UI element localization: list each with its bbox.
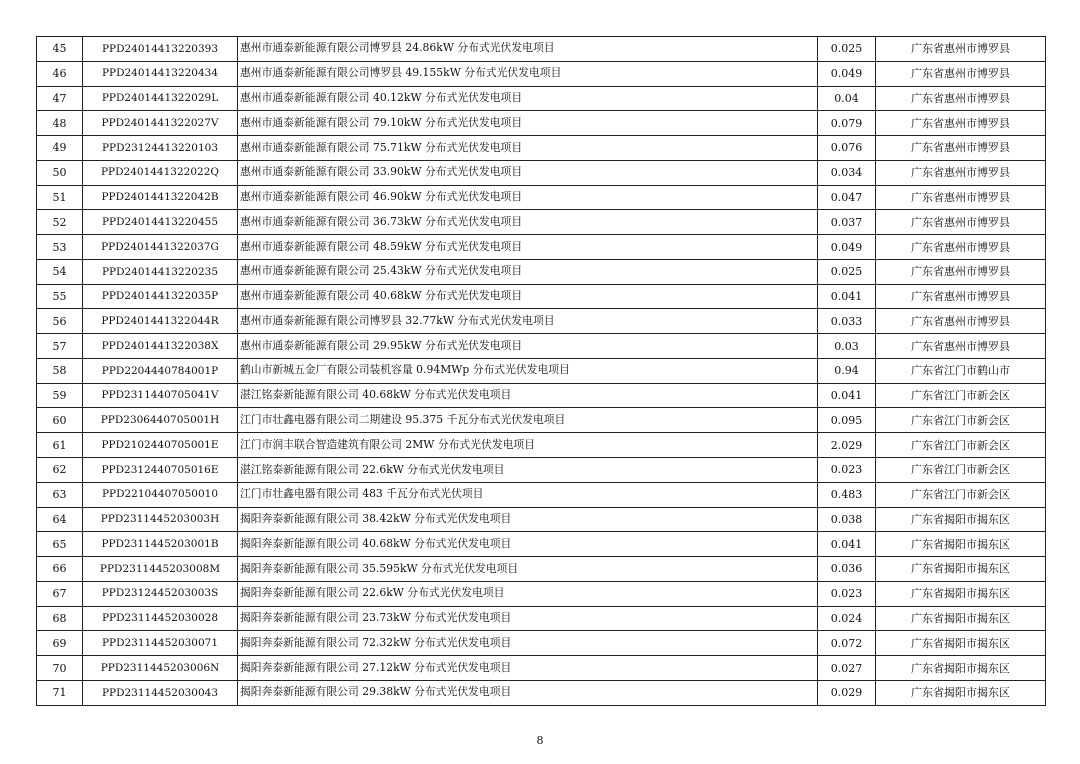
row-number: 65 [37, 532, 83, 557]
project-name: 揭阳奔泰新能源有限公司 38.42kW 分布式光伏发电项目 [238, 507, 818, 532]
project-code: PPD2401441322038X [83, 334, 238, 359]
project-name: 揭阳奔泰新能源有限公司 40.68kW 分布式光伏发电项目 [238, 532, 818, 557]
capacity-value: 0.079 [818, 111, 876, 136]
row-number: 52 [37, 210, 83, 235]
project-location: 广东省江门市新会区 [876, 458, 1046, 483]
capacity-value: 0.047 [818, 185, 876, 210]
project-location: 广东省惠州市博罗县 [876, 160, 1046, 185]
project-location: 广东省惠州市博罗县 [876, 235, 1046, 260]
project-code: PPD2311445203001B [83, 532, 238, 557]
project-code: PPD23124413220103 [83, 136, 238, 161]
row-number: 47 [37, 86, 83, 111]
project-location: 广东省揭阳市揭东区 [876, 680, 1046, 705]
project-code: PPD24014413220393 [83, 37, 238, 62]
table-row [37, 259, 1046, 284]
project-code: PPD2311440705041V [83, 383, 238, 408]
project-name: 鹤山市新城五金厂有限公司装机容量 0.94MWp 分布式光伏发电项目 [238, 358, 818, 383]
table-row [37, 334, 1046, 359]
table-row [37, 507, 1046, 532]
project-code: PPD2401441322037G [83, 235, 238, 260]
row-number: 63 [37, 482, 83, 507]
project-code: PPD23114452030043 [83, 680, 238, 705]
project-location: 广东省惠州市博罗县 [876, 334, 1046, 359]
row-number: 64 [37, 507, 83, 532]
row-number: 53 [37, 235, 83, 260]
table-row [37, 557, 1046, 582]
table-row [37, 235, 1046, 260]
project-location: 广东省惠州市博罗县 [876, 284, 1046, 309]
row-number: 62 [37, 458, 83, 483]
table-row [37, 680, 1046, 705]
project-code: PPD23114452030071 [83, 631, 238, 656]
table-row [37, 482, 1046, 507]
row-number: 46 [37, 61, 83, 86]
project-code: PPD24014413220235 [83, 259, 238, 284]
row-number: 66 [37, 557, 83, 582]
capacity-value: 0.037 [818, 210, 876, 235]
capacity-value: 0.038 [818, 507, 876, 532]
row-number: 50 [37, 160, 83, 185]
project-location: 广东省惠州市博罗县 [876, 37, 1046, 62]
capacity-value: 0.03 [818, 334, 876, 359]
table-row [37, 37, 1046, 62]
project-code: PPD2401441322035P [83, 284, 238, 309]
page-number: 8 [536, 734, 544, 747]
capacity-value: 0.027 [818, 656, 876, 681]
project-name: 惠州市通泰新能源有限公司博罗县 32.77kW 分布式光伏发电项目 [238, 309, 818, 334]
project-name: 揭阳奔泰新能源有限公司 72.32kW 分布式光伏发电项目 [238, 631, 818, 656]
table-row [37, 532, 1046, 557]
project-code: PPD24014413220434 [83, 61, 238, 86]
capacity-value: 0.023 [818, 581, 876, 606]
project-location: 广东省惠州市博罗县 [876, 86, 1046, 111]
project-name: 揭阳奔泰新能源有限公司 35.595kW 分布式光伏发电项目 [238, 557, 818, 582]
table-row [37, 86, 1046, 111]
project-name: 惠州市通泰新能源有限公司博罗县 24.86kW 分布式光伏发电项目 [238, 37, 818, 62]
project-code: PPD2311445203003H [83, 507, 238, 532]
table-row [37, 309, 1046, 334]
table-row [37, 284, 1046, 309]
row-number: 69 [37, 631, 83, 656]
row-number: 57 [37, 334, 83, 359]
project-location: 广东省揭阳市揭东区 [876, 507, 1046, 532]
project-location: 广东省惠州市博罗县 [876, 111, 1046, 136]
capacity-value: 2.029 [818, 433, 876, 458]
capacity-value: 0.049 [818, 61, 876, 86]
capacity-value: 0.041 [818, 383, 876, 408]
project-location: 广东省惠州市博罗县 [876, 136, 1046, 161]
project-location: 广东省江门市新会区 [876, 433, 1046, 458]
capacity-value: 0.94 [818, 358, 876, 383]
row-number: 70 [37, 656, 83, 681]
project-name: 惠州市通泰新能源有限公司 25.43kW 分布式光伏发电项目 [238, 259, 818, 284]
capacity-value: 0.095 [818, 408, 876, 433]
project-name: 惠州市通泰新能源有限公司 29.95kW 分布式光伏发电项目 [238, 334, 818, 359]
capacity-value: 0.049 [818, 235, 876, 260]
project-location: 广东省揭阳市揭东区 [876, 581, 1046, 606]
project-name: 惠州市通泰新能源有限公司 40.68kW 分布式光伏发电项目 [238, 284, 818, 309]
capacity-value: 0.041 [818, 532, 876, 557]
project-location: 广东省江门市鹤山市 [876, 358, 1046, 383]
capacity-value: 0.024 [818, 606, 876, 631]
row-number: 54 [37, 259, 83, 284]
project-name: 揭阳奔泰新能源有限公司 29.38kW 分布式光伏发电项目 [238, 680, 818, 705]
table-row [37, 458, 1046, 483]
project-location: 广东省江门市新会区 [876, 482, 1046, 507]
project-code: PPD2401441322027V [83, 111, 238, 136]
row-number: 68 [37, 606, 83, 631]
project-location: 广东省惠州市博罗县 [876, 210, 1046, 235]
capacity-value: 0.034 [818, 160, 876, 185]
project-name: 湛江铭泰新能源有限公司 40.68kW 分布式光伏发电项目 [238, 383, 818, 408]
capacity-value: 0.04 [818, 86, 876, 111]
project-location: 广东省揭阳市揭东区 [876, 557, 1046, 582]
project-code: PPD22104407050010 [83, 482, 238, 507]
table-row [37, 61, 1046, 86]
project-name: 湛江铭泰新能源有限公司 22.6kW 分布式光伏发电项目 [238, 458, 818, 483]
project-name: 惠州市通泰新能源有限公司 79.10kW 分布式光伏发电项目 [238, 111, 818, 136]
table-row [37, 656, 1046, 681]
project-location: 广东省江门市新会区 [876, 408, 1046, 433]
capacity-value: 0.036 [818, 557, 876, 582]
project-name: 江门市壮鑫电器有限公司二期建设 95.375 千瓦分布式光伏发电项目 [238, 408, 818, 433]
table-row [37, 433, 1046, 458]
table-row [37, 111, 1046, 136]
project-name: 惠州市通泰新能源有限公司 46.90kW 分布式光伏发电项目 [238, 185, 818, 210]
capacity-value: 0.025 [818, 259, 876, 284]
table-row [37, 581, 1046, 606]
project-name: 惠州市通泰新能源有限公司 75.71kW 分布式光伏发电项目 [238, 136, 818, 161]
row-number: 67 [37, 581, 83, 606]
project-location: 广东省揭阳市揭东区 [876, 631, 1046, 656]
project-code: PPD24014413220455 [83, 210, 238, 235]
table-row [37, 631, 1046, 656]
project-location: 广东省惠州市博罗县 [876, 185, 1046, 210]
project-location: 广东省惠州市博罗县 [876, 309, 1046, 334]
project-location: 广东省惠州市博罗县 [876, 259, 1046, 284]
project-code: PPD2102440705001E [83, 433, 238, 458]
capacity-value: 0.033 [818, 309, 876, 334]
capacity-value: 0.076 [818, 136, 876, 161]
project-name: 揭阳奔泰新能源有限公司 27.12kW 分布式光伏发电项目 [238, 656, 818, 681]
project-code: PPD2312440705016E [83, 458, 238, 483]
project-code: PPD23114452030028 [83, 606, 238, 631]
table-row [37, 358, 1046, 383]
table-row [37, 606, 1046, 631]
row-number: 51 [37, 185, 83, 210]
project-name: 惠州市通泰新能源有限公司博罗县 49.155kW 分布式光伏发电项目 [238, 61, 818, 86]
capacity-value: 0.072 [818, 631, 876, 656]
project-location: 广东省揭阳市揭东区 [876, 606, 1046, 631]
project-code: PPD2306440705001H [83, 408, 238, 433]
table-row [37, 185, 1046, 210]
project-code: PPD2401441322042B [83, 185, 238, 210]
capacity-value: 0.029 [818, 680, 876, 705]
row-number: 58 [37, 358, 83, 383]
row-number: 61 [37, 433, 83, 458]
table-row [37, 383, 1046, 408]
capacity-value: 0.023 [818, 458, 876, 483]
project-code: PPD2401441322029L [83, 86, 238, 111]
project-code: PPD2401441322044R [83, 309, 238, 334]
capacity-value: 0.041 [818, 284, 876, 309]
project-code: PPD2312445203003S [83, 581, 238, 606]
capacity-value: 0.025 [818, 37, 876, 62]
row-number: 55 [37, 284, 83, 309]
project-name: 揭阳奔泰新能源有限公司 23.73kW 分布式光伏发电项目 [238, 606, 818, 631]
project-location: 广东省揭阳市揭东区 [876, 532, 1046, 557]
project-code: PPD2311445203006N [83, 656, 238, 681]
row-number: 59 [37, 383, 83, 408]
project-name: 惠州市通泰新能源有限公司 33.90kW 分布式光伏发电项目 [238, 160, 818, 185]
project-code: PPD2311445203008M [83, 557, 238, 582]
project-name: 揭阳奔泰新能源有限公司 22.6kW 分布式光伏发电项目 [238, 581, 818, 606]
row-number: 71 [37, 680, 83, 705]
capacity-value: 0.483 [818, 482, 876, 507]
row-number: 49 [37, 136, 83, 161]
project-code: PPD2204440784001P [83, 358, 238, 383]
project-location: 广东省江门市新会区 [876, 383, 1046, 408]
row-number: 56 [37, 309, 83, 334]
row-number: 60 [37, 408, 83, 433]
project-name: 江门市润丰联合智造建筑有限公司 2MW 分布式光伏发电项目 [238, 433, 818, 458]
project-location: 广东省惠州市博罗县 [876, 61, 1046, 86]
project-name: 惠州市通泰新能源有限公司 36.73kW 分布式光伏发电项目 [238, 210, 818, 235]
table-row [37, 160, 1046, 185]
row-number: 48 [37, 111, 83, 136]
project-location: 广东省揭阳市揭东区 [876, 656, 1046, 681]
table-row [37, 210, 1046, 235]
project-name: 惠州市通泰新能源有限公司 40.12kW 分布式光伏发电项目 [238, 86, 818, 111]
row-number: 45 [37, 37, 83, 62]
project-table-body [37, 37, 1046, 706]
project-name: 江门市壮鑫电器有限公司 483 千瓦分布式光伏项目 [238, 482, 818, 507]
table-row [37, 408, 1046, 433]
project-table [36, 36, 1046, 706]
table-row [37, 136, 1046, 161]
project-code: PPD2401441322022Q [83, 160, 238, 185]
project-name: 惠州市通泰新能源有限公司 48.59kW 分布式光伏发电项目 [238, 235, 818, 260]
